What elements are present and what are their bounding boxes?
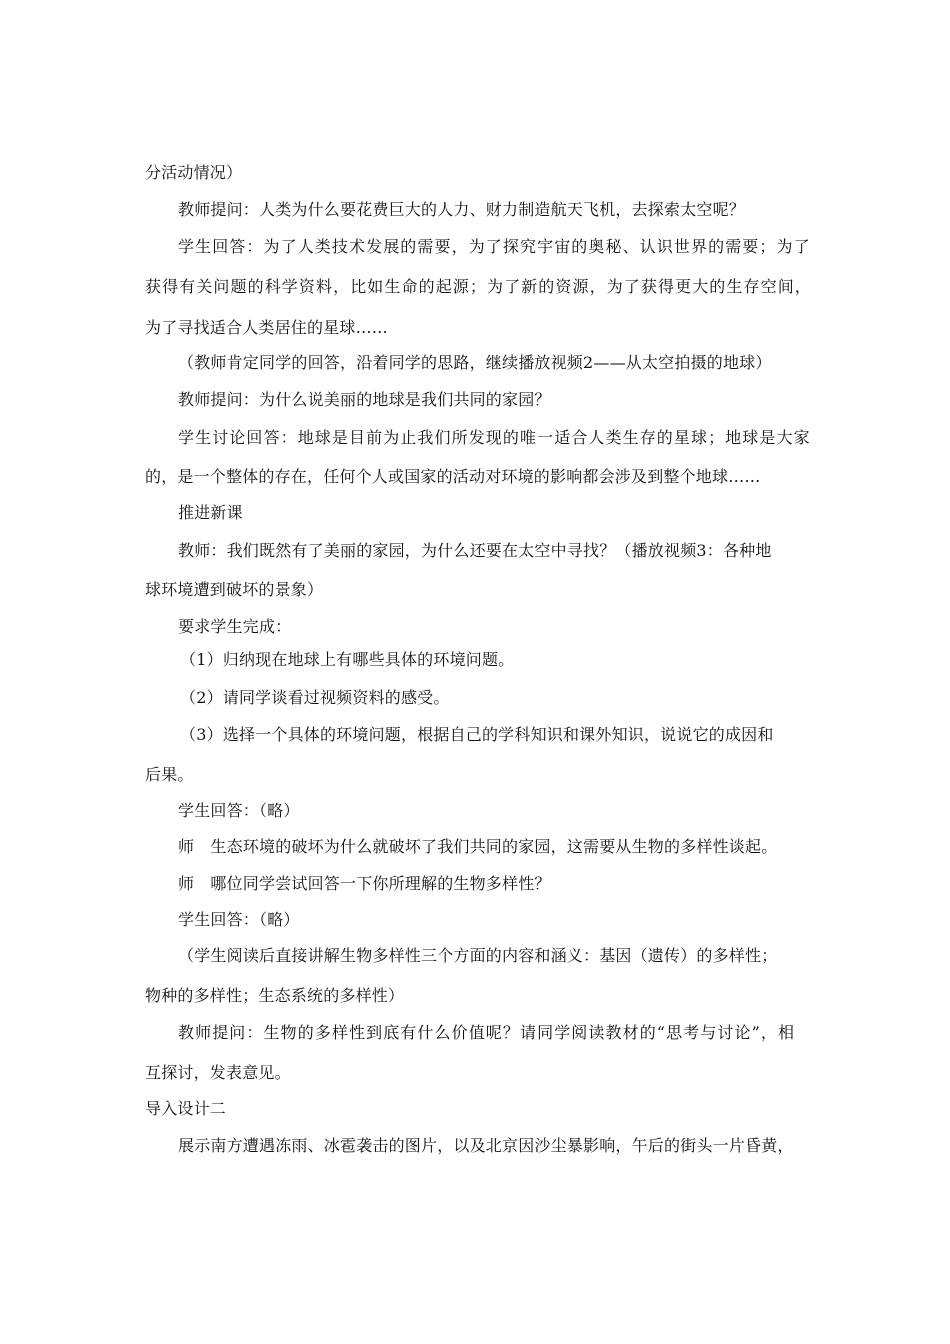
text-line: 教师提问：为什么说美丽的地球是我们共同的家园？ [178,390,551,409]
text-line: 物种的多样性；生态系统的多样性） [145,986,405,1005]
text-line: 的，是一个整体的存在，任何个人或国家的活动对环境的影响都会涉及到整个地球…… [145,467,761,486]
text-line: （学生阅读后直接讲解生物多样性三个方面的内容和涵义：基因（遗传）的多样性； [178,946,778,965]
text-line: 互探讨，发表意见。 [145,1063,291,1082]
text-line: 师 哪位同学尝试回答一下你所理解的生物多样性？ [178,874,551,893]
text-line: （教师肯定同学的回答，沿着同学的思路，继续播放视频2——从太空拍摄的地球） [178,353,772,372]
text-line: 获得有关问题的科学资料，比如生命的起源；为了新的资源，为了获得更大的生存空间， [145,277,812,296]
section-heading: 推进新课 [178,503,243,522]
list-item: （3）选择一个具体的环境问题，根据自己的学科知识和课外知识，说说它的成因和 [180,725,774,744]
text-line: 学生回答：为了人类技术发展的需要，为了探究宇宙的奥秘、认识世界的需要；为了 [178,237,811,256]
text-line: 要求学生完成： [178,617,292,636]
text-line: 教师提问：生物的多样性到底有什么价值呢？请同学阅读教材的“思考与讨论”，相 [178,1023,796,1042]
text-line: 为了寻找适合人类居住的星球…… [145,318,389,337]
text-line: 学生讨论回答：地球是目前为止我们所发现的唯一适合人类生存的星球；地球是大家 [178,428,811,447]
text-line: 球环境遭到破坏的景象） [145,580,324,599]
section-heading: 导入设计二 [145,1099,227,1118]
text-line: 学生回答：（略） [178,910,300,929]
text-line: 师 生态环境的破坏为什么就破坏了我们共同的家园，这需要从生物的多样性谈起。 [178,837,778,856]
list-item: （1）归纳现在地球上有哪些具体的环境问题。 [180,650,515,669]
text-line: 展示南方遭遇冻雨、冰雹袭击的图片，以及北京因沙尘暴影响，午后的街头一片昏黄， [178,1136,794,1155]
list-item: （2）请同学谈看过视频资料的感受。 [180,688,450,707]
text-line: 后果。 [145,765,194,784]
text-line: 教师：我们既然有了美丽的家园，为什么还要在太空中寻找？（播放视频3：各种地 [178,541,772,560]
text-line: 教师提问：人类为什么要花费巨大的人力、财力制造航天飞机，去探索太空呢？ [178,200,746,219]
text-line: 分活动情况） [145,163,243,182]
text-line: 学生回答：（略） [178,801,300,820]
